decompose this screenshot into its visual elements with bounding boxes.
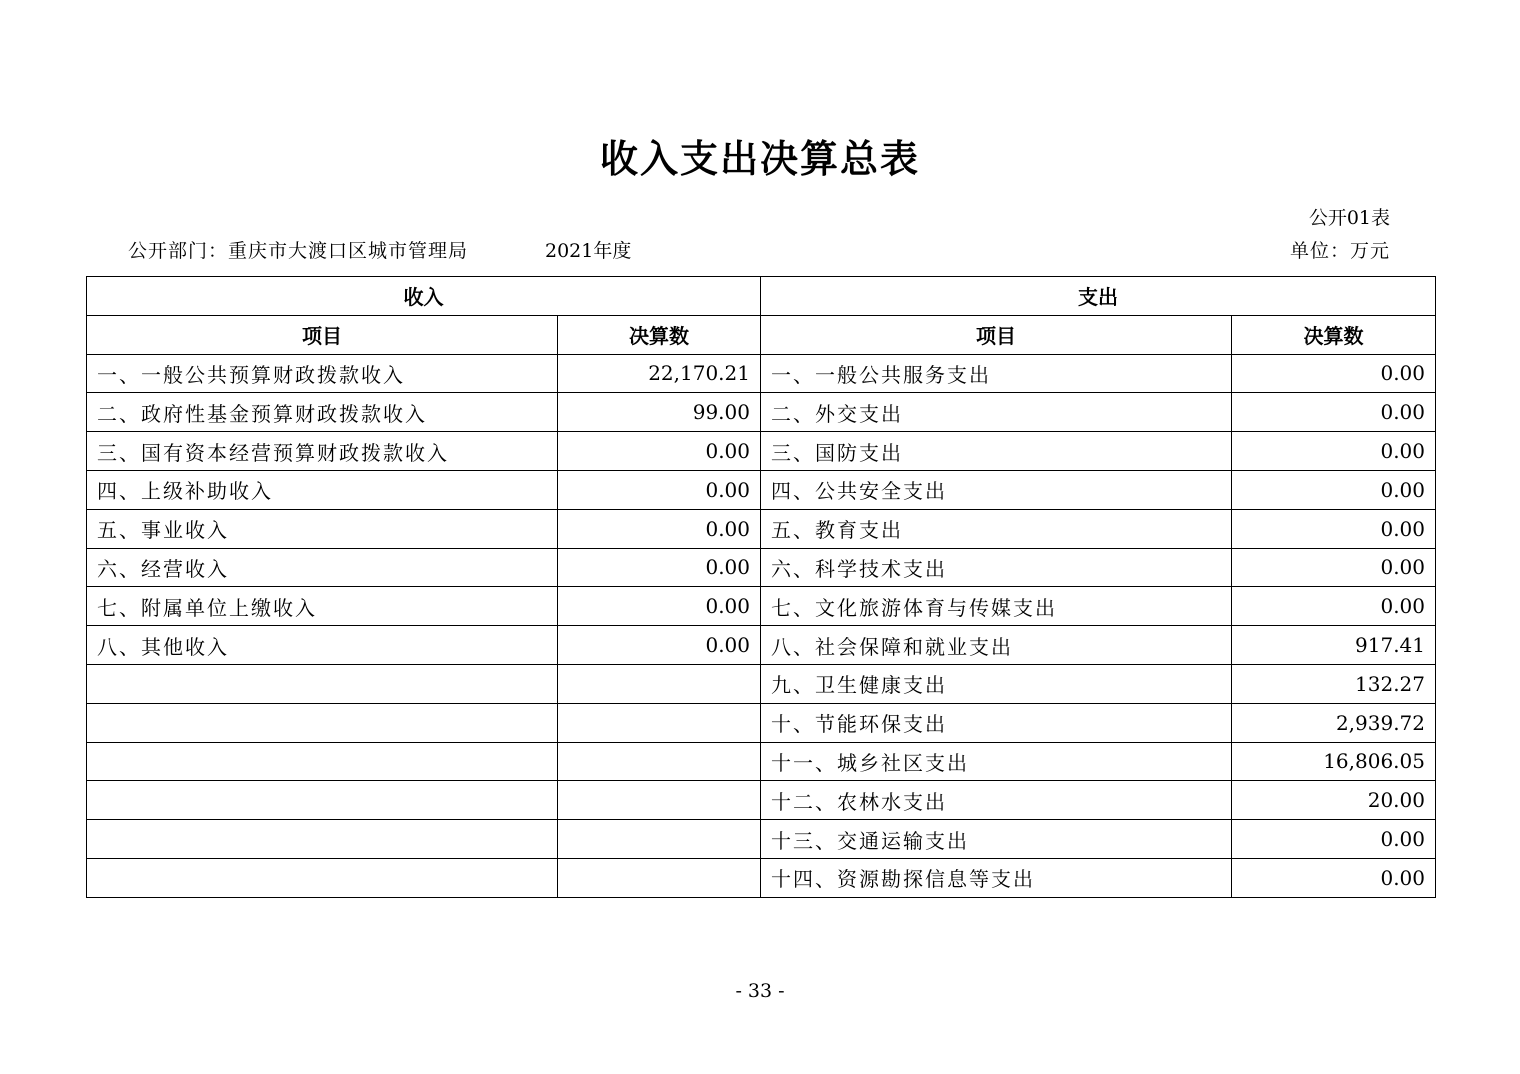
income-amount-cell: 0.00 <box>558 587 761 626</box>
income-item-cell: 四、上级补助收入 <box>87 470 558 509</box>
income-amount-cell <box>558 820 761 859</box>
page-title: 收入支出决算总表 <box>599 137 920 181</box>
table-row <box>87 703 1436 742</box>
income-item-cell: 六、经营收入 <box>87 548 558 587</box>
income-amount-cell: 0.00 <box>558 509 761 548</box>
income-item-cell: 三、国有资本经营预算财政拨款收入 <box>87 432 558 471</box>
meta-row <box>128 236 1390 260</box>
income-item-cell <box>87 742 558 781</box>
income-amount-cell: 0.00 <box>558 626 761 665</box>
expense-item-cell: 三、国防支出 <box>761 432 1232 471</box>
expense-item-cell: 六、科学技术支出 <box>761 548 1232 587</box>
expense-item-cell: 十二、农林水支出 <box>761 781 1232 820</box>
income-amount-cell: 0.00 <box>558 432 761 471</box>
table-row <box>87 393 1436 432</box>
table-row <box>87 548 1436 587</box>
table-row <box>87 470 1436 509</box>
expense-amount-cell: 0.00 <box>1232 509 1436 548</box>
table-row <box>87 820 1436 859</box>
expense-amount-header: 决算数 <box>1232 315 1436 354</box>
income-item-cell <box>87 820 558 859</box>
table-row <box>87 354 1436 393</box>
section-header-row <box>87 277 1436 316</box>
expense-item-header: 项目 <box>761 315 1232 354</box>
income-amount-cell <box>558 742 761 781</box>
income-amount-cell <box>558 858 761 897</box>
page-number: - 33 - <box>735 980 785 1002</box>
income-item-cell: 八、其他收入 <box>87 626 558 665</box>
expense-item-cell: 一、一般公共服务支出 <box>761 354 1232 393</box>
summary-table <box>86 276 1436 898</box>
expense-amount-cell: 2,939.72 <box>1232 703 1436 742</box>
expense-item-cell: 七、文化旅游体育与传媒支出 <box>761 587 1232 626</box>
expense-amount-cell: 0.00 <box>1232 587 1436 626</box>
table-row <box>87 432 1436 471</box>
form-code: 公开01表 <box>1308 207 1390 229</box>
expense-amount-cell: 0.00 <box>1232 858 1436 897</box>
income-item-cell <box>87 858 558 897</box>
expense-item-cell: 十三、交通运输支出 <box>761 820 1232 859</box>
table-row <box>87 509 1436 548</box>
table-row <box>87 664 1436 703</box>
income-amount-cell <box>558 664 761 703</box>
income-item-cell <box>87 664 558 703</box>
income-item-cell: 七、附属单位上缴收入 <box>87 587 558 626</box>
income-amount-cell <box>558 781 761 820</box>
table-row <box>87 626 1436 665</box>
year-label: 2021年度 <box>545 240 632 262</box>
department-label: 公开部门：重庆市大渡口区城市管理局 <box>128 240 469 262</box>
income-amount-cell: 0.00 <box>558 548 761 587</box>
income-item-cell: 二、政府性基金预算财政拨款收入 <box>87 393 558 432</box>
income-amount-header: 决算数 <box>558 315 761 354</box>
expense-section-header: 支出 <box>761 277 1436 316</box>
income-item-header: 项目 <box>87 315 558 354</box>
expense-amount-cell: 0.00 <box>1232 470 1436 509</box>
table-row <box>87 742 1436 781</box>
expense-amount-cell: 20.00 <box>1232 781 1436 820</box>
expense-item-cell: 十、节能环保支出 <box>761 703 1232 742</box>
income-item-cell <box>87 703 558 742</box>
income-section-header: 收入 <box>87 277 761 316</box>
income-item-cell: 五、事业收入 <box>87 509 558 548</box>
table-row <box>87 858 1436 897</box>
table-row <box>87 781 1436 820</box>
income-amount-cell: 0.00 <box>558 470 761 509</box>
expense-item-cell: 四、公共安全支出 <box>761 470 1232 509</box>
expense-amount-cell: 0.00 <box>1232 393 1436 432</box>
expense-item-cell: 八、社会保障和就业支出 <box>761 626 1232 665</box>
table-body <box>87 354 1436 897</box>
unit-label: 单位：万元 <box>1289 240 1390 262</box>
income-amount-cell <box>558 703 761 742</box>
expense-amount-cell: 0.00 <box>1232 354 1436 393</box>
expense-amount-cell: 0.00 <box>1232 820 1436 859</box>
expense-amount-cell: 132.27 <box>1232 664 1436 703</box>
income-item-cell: 一、一般公共预算财政拨款收入 <box>87 354 558 393</box>
expense-item-cell: 十一、城乡社区支出 <box>761 742 1232 781</box>
income-amount-cell: 22,170.21 <box>558 354 761 393</box>
income-item-cell <box>87 781 558 820</box>
expense-item-cell: 十四、资源勘探信息等支出 <box>761 858 1232 897</box>
expense-item-cell: 二、外交支出 <box>761 393 1232 432</box>
expense-item-cell: 五、教育支出 <box>761 509 1232 548</box>
expense-amount-cell: 917.41 <box>1232 626 1436 665</box>
income-amount-cell: 99.00 <box>558 393 761 432</box>
expense-amount-cell: 16,806.05 <box>1232 742 1436 781</box>
expense-amount-cell: 0.00 <box>1232 548 1436 587</box>
expense-item-cell: 九、卫生健康支出 <box>761 664 1232 703</box>
expense-amount-cell: 0.00 <box>1232 432 1436 471</box>
column-header-row <box>87 315 1436 354</box>
table-row <box>87 587 1436 626</box>
